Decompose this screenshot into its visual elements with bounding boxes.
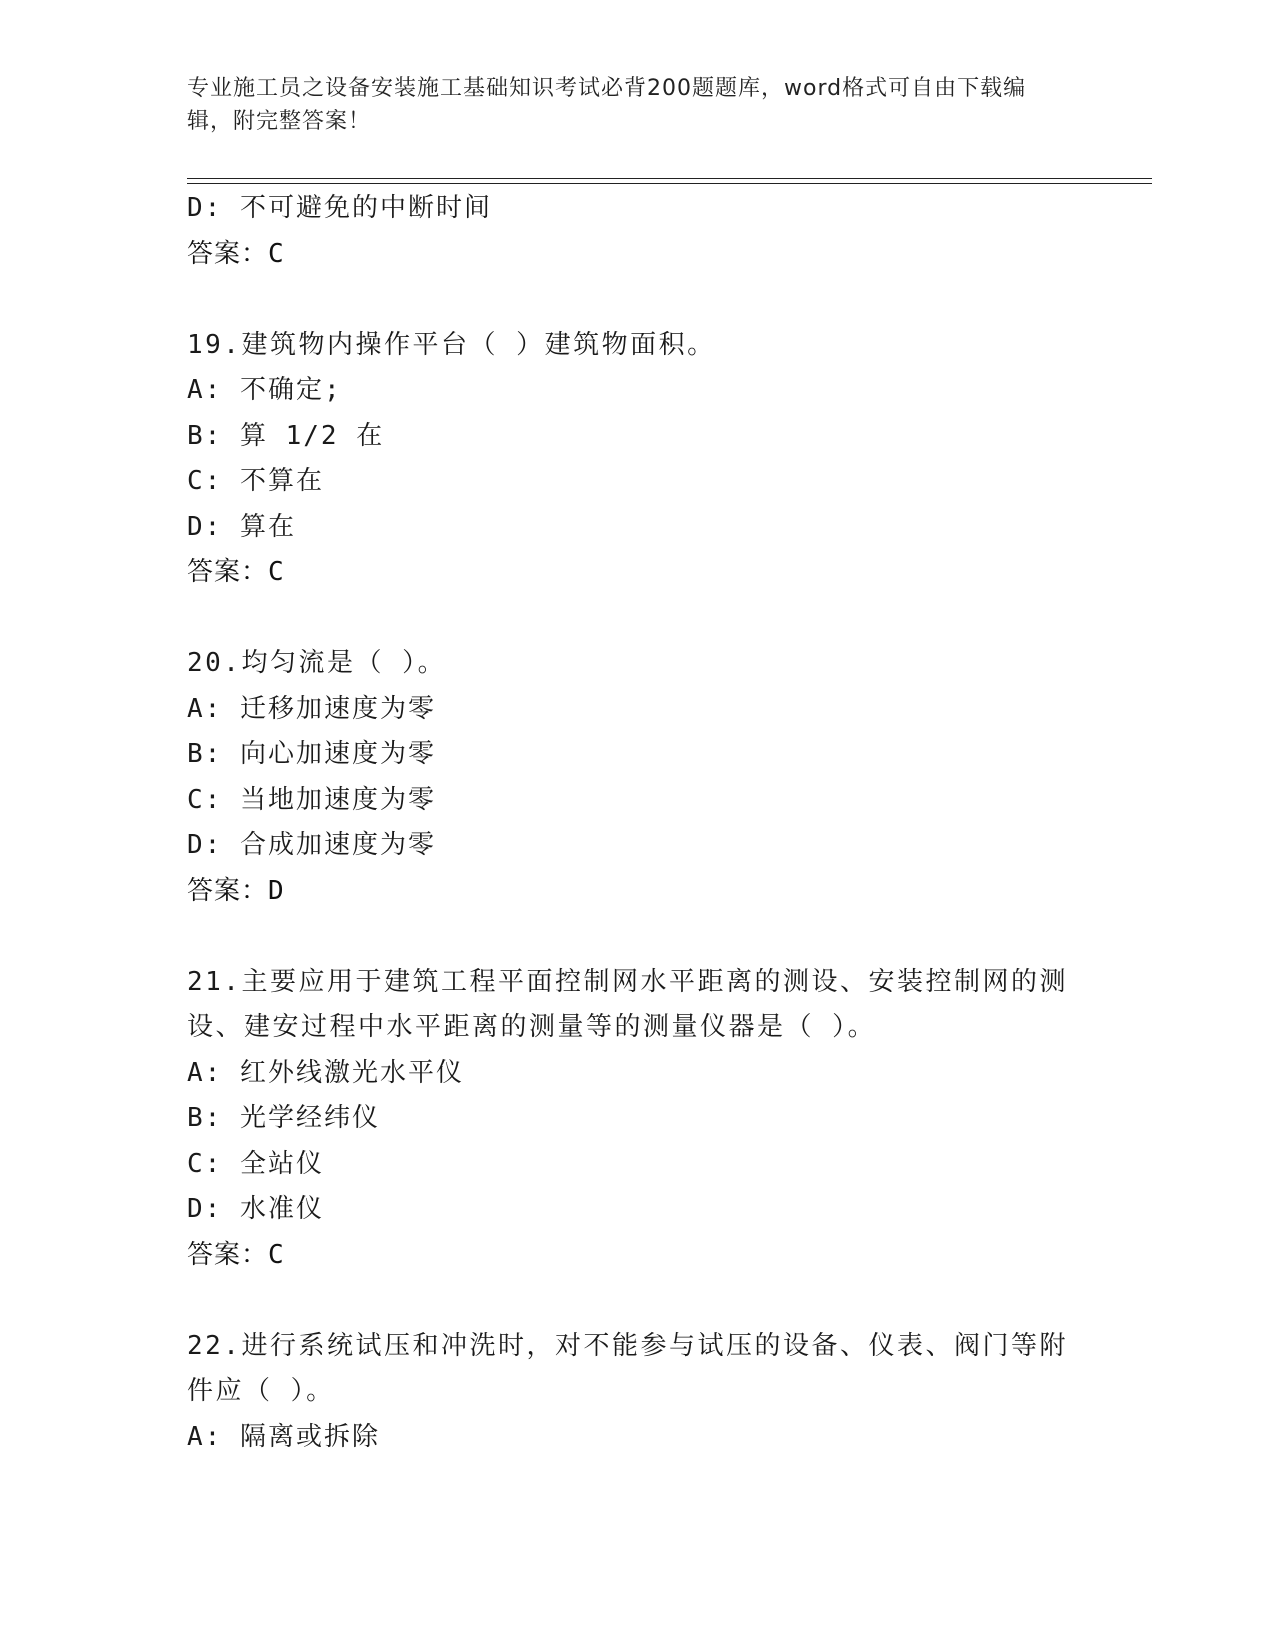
question-list: [187, 186, 1087, 1460]
answer-line: [187, 869, 1087, 915]
answer-label: 答案：: [187, 238, 269, 269]
answer-line: [187, 550, 1087, 596]
option-a: A: 不确定;: [187, 375, 342, 405]
answer-line: [187, 1233, 1087, 1279]
option-c: C: 当地加速度为零: [187, 784, 436, 815]
spacer: [187, 277, 1087, 323]
question-number: 20.: [187, 648, 242, 678]
option-b: B: 算 1/2 在: [187, 420, 385, 451]
answer-label: 答案：: [187, 1239, 269, 1270]
option-d: D: 水准仪: [187, 1194, 324, 1224]
option-a: A: 迁移加速度为零: [187, 693, 436, 724]
answer-label: 答案：: [187, 557, 269, 587]
option-d: D: 算在: [187, 511, 296, 542]
option-d: D: 不可避免的中断时间: [187, 193, 492, 223]
answer-value: D: [268, 875, 285, 906]
option-d: D: 合成加速度为零: [187, 830, 436, 860]
question-stem: [187, 1324, 1087, 1415]
option-c: C: 全站仪: [187, 1148, 324, 1179]
spacer: [187, 596, 1087, 642]
answer-value: C: [268, 1239, 285, 1270]
option-b: B: 向心加速度为零: [187, 739, 436, 769]
question-text: 主要应用于建筑工程平面控制网水平距离的测设、安装控制网的测设、建安过程中水平距离的测量等的测量仪器是（ ）。: [187, 966, 1068, 1042]
answer-label: 答案：: [187, 875, 269, 906]
header-rule-top: [187, 178, 1152, 179]
spacer: [187, 914, 1087, 960]
answer-line: [187, 232, 1087, 278]
question-number: 19.: [187, 329, 242, 360]
question-stem: [187, 641, 1087, 687]
spacer: [187, 1278, 1087, 1324]
question-number: 21.: [187, 966, 242, 997]
question-text: 进行系统试压和冲洗时，对不能参与试压的设备、仪表、阀门等附件应（ ）。: [187, 1330, 1068, 1406]
question-text: 均匀流是（ ）。: [241, 648, 447, 678]
header-rule-bottom: [187, 183, 1152, 184]
question-stem: [187, 323, 1087, 369]
page-header: 专业施工员之设备安装施工基础知识考试必背200题题库，word格式可自由下载编辑，附完整答案！: [187, 76, 1027, 134]
option-a: A: 隔离或拆除: [187, 1421, 380, 1452]
question-text: 建筑物内操作平台（ ）建筑物面积。: [241, 329, 716, 360]
option-a: A: 红外线激光水平仪: [187, 1057, 464, 1088]
option-c: C: 不算在: [187, 466, 324, 496]
question-number: 22.: [187, 1330, 242, 1361]
answer-value: C: [268, 238, 285, 269]
option-b: B: 光学经纬仪: [187, 1103, 380, 1133]
answer-value: C: [268, 557, 285, 587]
question-stem: [187, 960, 1087, 1051]
